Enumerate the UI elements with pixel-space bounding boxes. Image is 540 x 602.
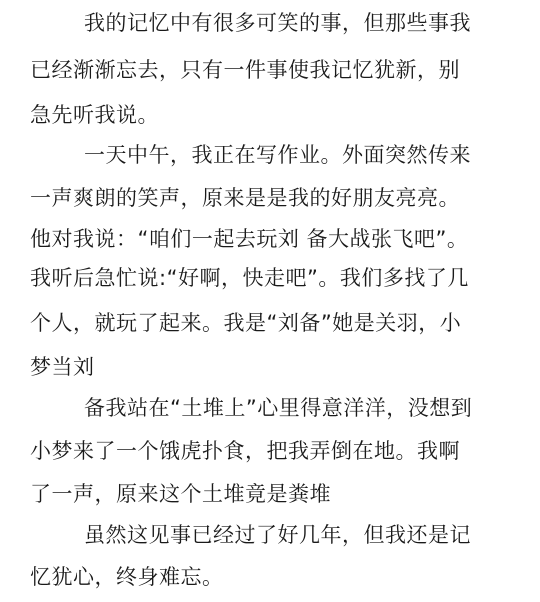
essay-line-5: 一声爽朗的笑声，原来是是我的好朋友亮亮。 — [30, 186, 460, 210]
essay-line-6: 他对我说：“咱们一起去玩刘 备大战张飞吧”。 — [30, 227, 469, 251]
essay-line-2: 已经渐渐忘去，只有一件事使我记忆犹新，别 — [30, 58, 460, 82]
essay-line-12: 了一声，原来这个土堆竟是粪堆 — [30, 482, 331, 506]
essay-line-3: 急先听我说。 — [30, 103, 159, 127]
essay-line-8: 个人，就玩了起来。我是“刘备”她是关羽，小 — [30, 311, 462, 335]
essay-line-11: 小梦来了一个饿虎扑食，把我弄倒在地。我啊 — [30, 439, 460, 463]
essay-line-10: 备我站在“土堆上”心里得意洋洋，没想到 — [84, 396, 473, 420]
essay-line-14: 忆犹心，终身难忘。 — [30, 565, 224, 589]
essay-line-13: 虽然这见事已经过了好几年，但我还是记 — [84, 523, 471, 547]
essay-line-4: 一天中午，我正在写作业。外面突然传来 — [84, 143, 471, 167]
essay-line-9: 梦当刘 — [30, 355, 95, 379]
essay-line-7: 我听后急忙说:“好啊，快走吧”。我们多找了几 — [30, 266, 469, 290]
essay-line-1: 我的记忆中有很多可笑的事，但那些事我 — [84, 11, 471, 35]
